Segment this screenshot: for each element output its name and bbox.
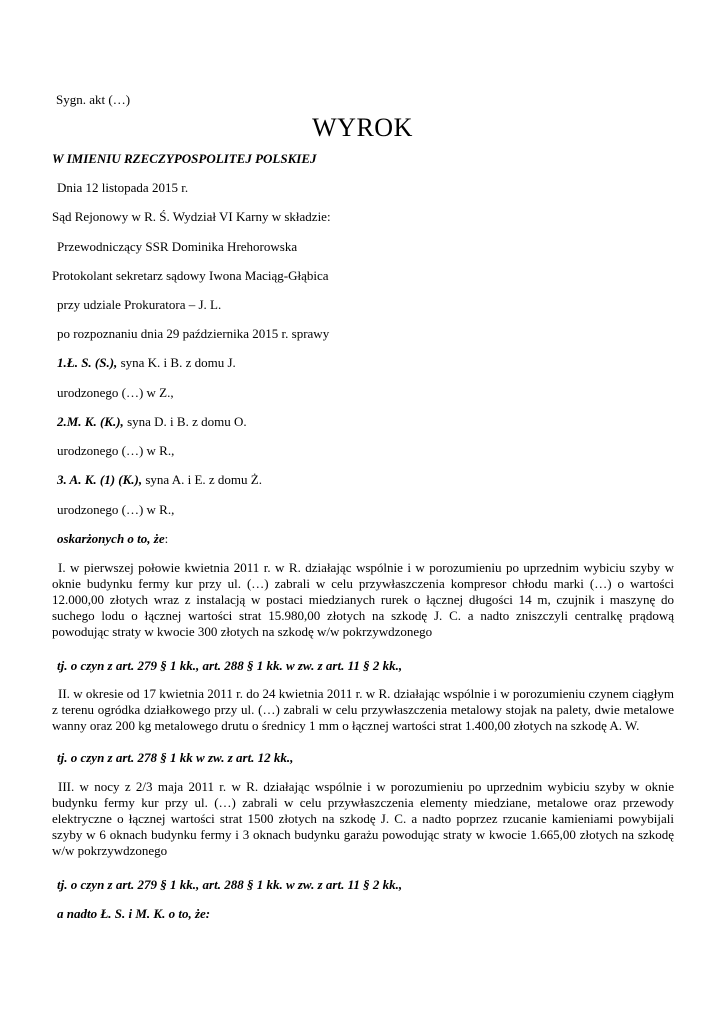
prosecutor: przy udziale Prokuratora – J. L. — [57, 297, 222, 312]
defendant-2-parents: syna D. i B. z domu O. — [123, 414, 247, 429]
accused-heading-text: oskarżonych o to, że — [57, 531, 165, 546]
charge-3-qualification: tj. o czyn z art. 279 § 1 kk., art. 288 § 1 kk. w zw. z art. 11 § 2 kk., — [57, 877, 403, 892]
charge-2-body: II. w okresie od 17 kwietnia 2011 r. do 24 kwietnia 2011 r. w R. działając wspólnie i w porozumieniu czynem ciągłym z terenu ogródka działkowego przy ul. (…) zabrali w celu przywłaszczenia metalowy stojak na palety, dwie metalowe wanny oraz 200 kg metalowego drutu o średnicy 1 mm o łącznej wartości strat 1.400,00 złotych na szkodę A. W. — [52, 686, 674, 733]
case-reference: Sygn. akt (…) — [56, 92, 131, 107]
closing-line: a nadto Ł. S. i M. K. o to, że: — [57, 906, 211, 921]
court-clerk: Protokolant sekretarz sądowy Iwona Maciąg-Głąbica — [52, 268, 329, 283]
defendant-1-birth: urodzonego (…) w Z., — [57, 385, 174, 400]
charge-1-text — [52, 560, 674, 640]
defendant-3-name: 3. A. K. (1) (K.), — [57, 472, 143, 487]
charge-1-qualification: tj. o czyn z art. 279 § 1 kk., art. 288 § 1 kk. w zw. z art. 11 § 2 kk., — [57, 658, 403, 673]
defendant-1 — [57, 355, 236, 371]
verdict-title-text: WYROK — [312, 113, 413, 142]
accused-heading-colon: : — [164, 531, 169, 546]
defendant-3-parents: syna A. i E. z domu Ż. — [142, 472, 262, 487]
defendant-2 — [57, 414, 247, 430]
charge-3-body: III. w nocy z 2/3 maja 2011 r. w R. działając wspólnie i w porozumieniu po uprzednim wybiciu szyby w oknie budynku fermy kur przy ul. (…) zabrali w celu przywłaszczenia elementy miedziane, metalowe oraz przewody elektryczne o łącznej wartości strat 1500 złotych na szkodę J. C. a nadto poprzez rzucanie kamieniami powybijali szyby w 6 oknach budynku fermy i 3 oknach budynku garażu powodując straty w kwocie 1.665,00 złotych na szkodę w/w pokrzywdzonego — [52, 779, 674, 858]
charge-3-text — [52, 779, 674, 859]
accused-heading — [57, 531, 168, 547]
verdict-title — [0, 113, 725, 143]
defendant-3-birth: urodzonego (…) w R., — [57, 502, 175, 517]
defendant-3 — [57, 472, 262, 488]
verdict-date: Dnia 12 listopada 2015 r. — [57, 180, 189, 195]
defendant-2-name: 2.M. K. (K.), — [57, 414, 124, 429]
defendant-1-name: 1.Ł. S. (S.), — [57, 355, 118, 370]
charge-2-text — [52, 686, 674, 734]
charge-1-body: I. w pierwszej połowie kwietnia 2011 r. w R. działając wspólnie i w porozumieniu po uprzednim wybiciu szyby w oknie budynku fermy kur przy ul. (…) zabrali w celu przywłaszczenia kompresor chłodu marki (…) o wartości 12.000,00 złotych wraz z instalacją w postaci miedzianych rurek o łącznej długości 14 m, czujnik i maszynę do suchego lodu o łącznej wartości strat 15.980,00 złotych na szkodę J. C. a nadto zniszczyli centralkę prądową powodując straty w kwocie 300 złotych na szkodę w/w pokrzywdzonego — [52, 560, 674, 639]
verdict-subtitle: W IMIENIU RZECZYPOSPOLITEJ POLSKIEJ — [52, 151, 317, 166]
defendant-2-birth: urodzonego (…) w R., — [57, 443, 175, 458]
presiding-judge: Przewodniczący SSR Dominika Hrehorowska — [57, 239, 298, 254]
hearing-date: po rozpoznaniu dnia 29 października 2015 r. sprawy — [57, 326, 330, 341]
defendant-1-parents: syna K. i B. z domu J. — [117, 355, 236, 370]
court-composition: Sąd Rejonowy w R. Ś. Wydział VI Karny w składzie: — [52, 209, 331, 224]
charge-2-qualification: tj. o czyn z art. 278 § 1 kk w zw. z art. 12 kk., — [57, 750, 294, 765]
